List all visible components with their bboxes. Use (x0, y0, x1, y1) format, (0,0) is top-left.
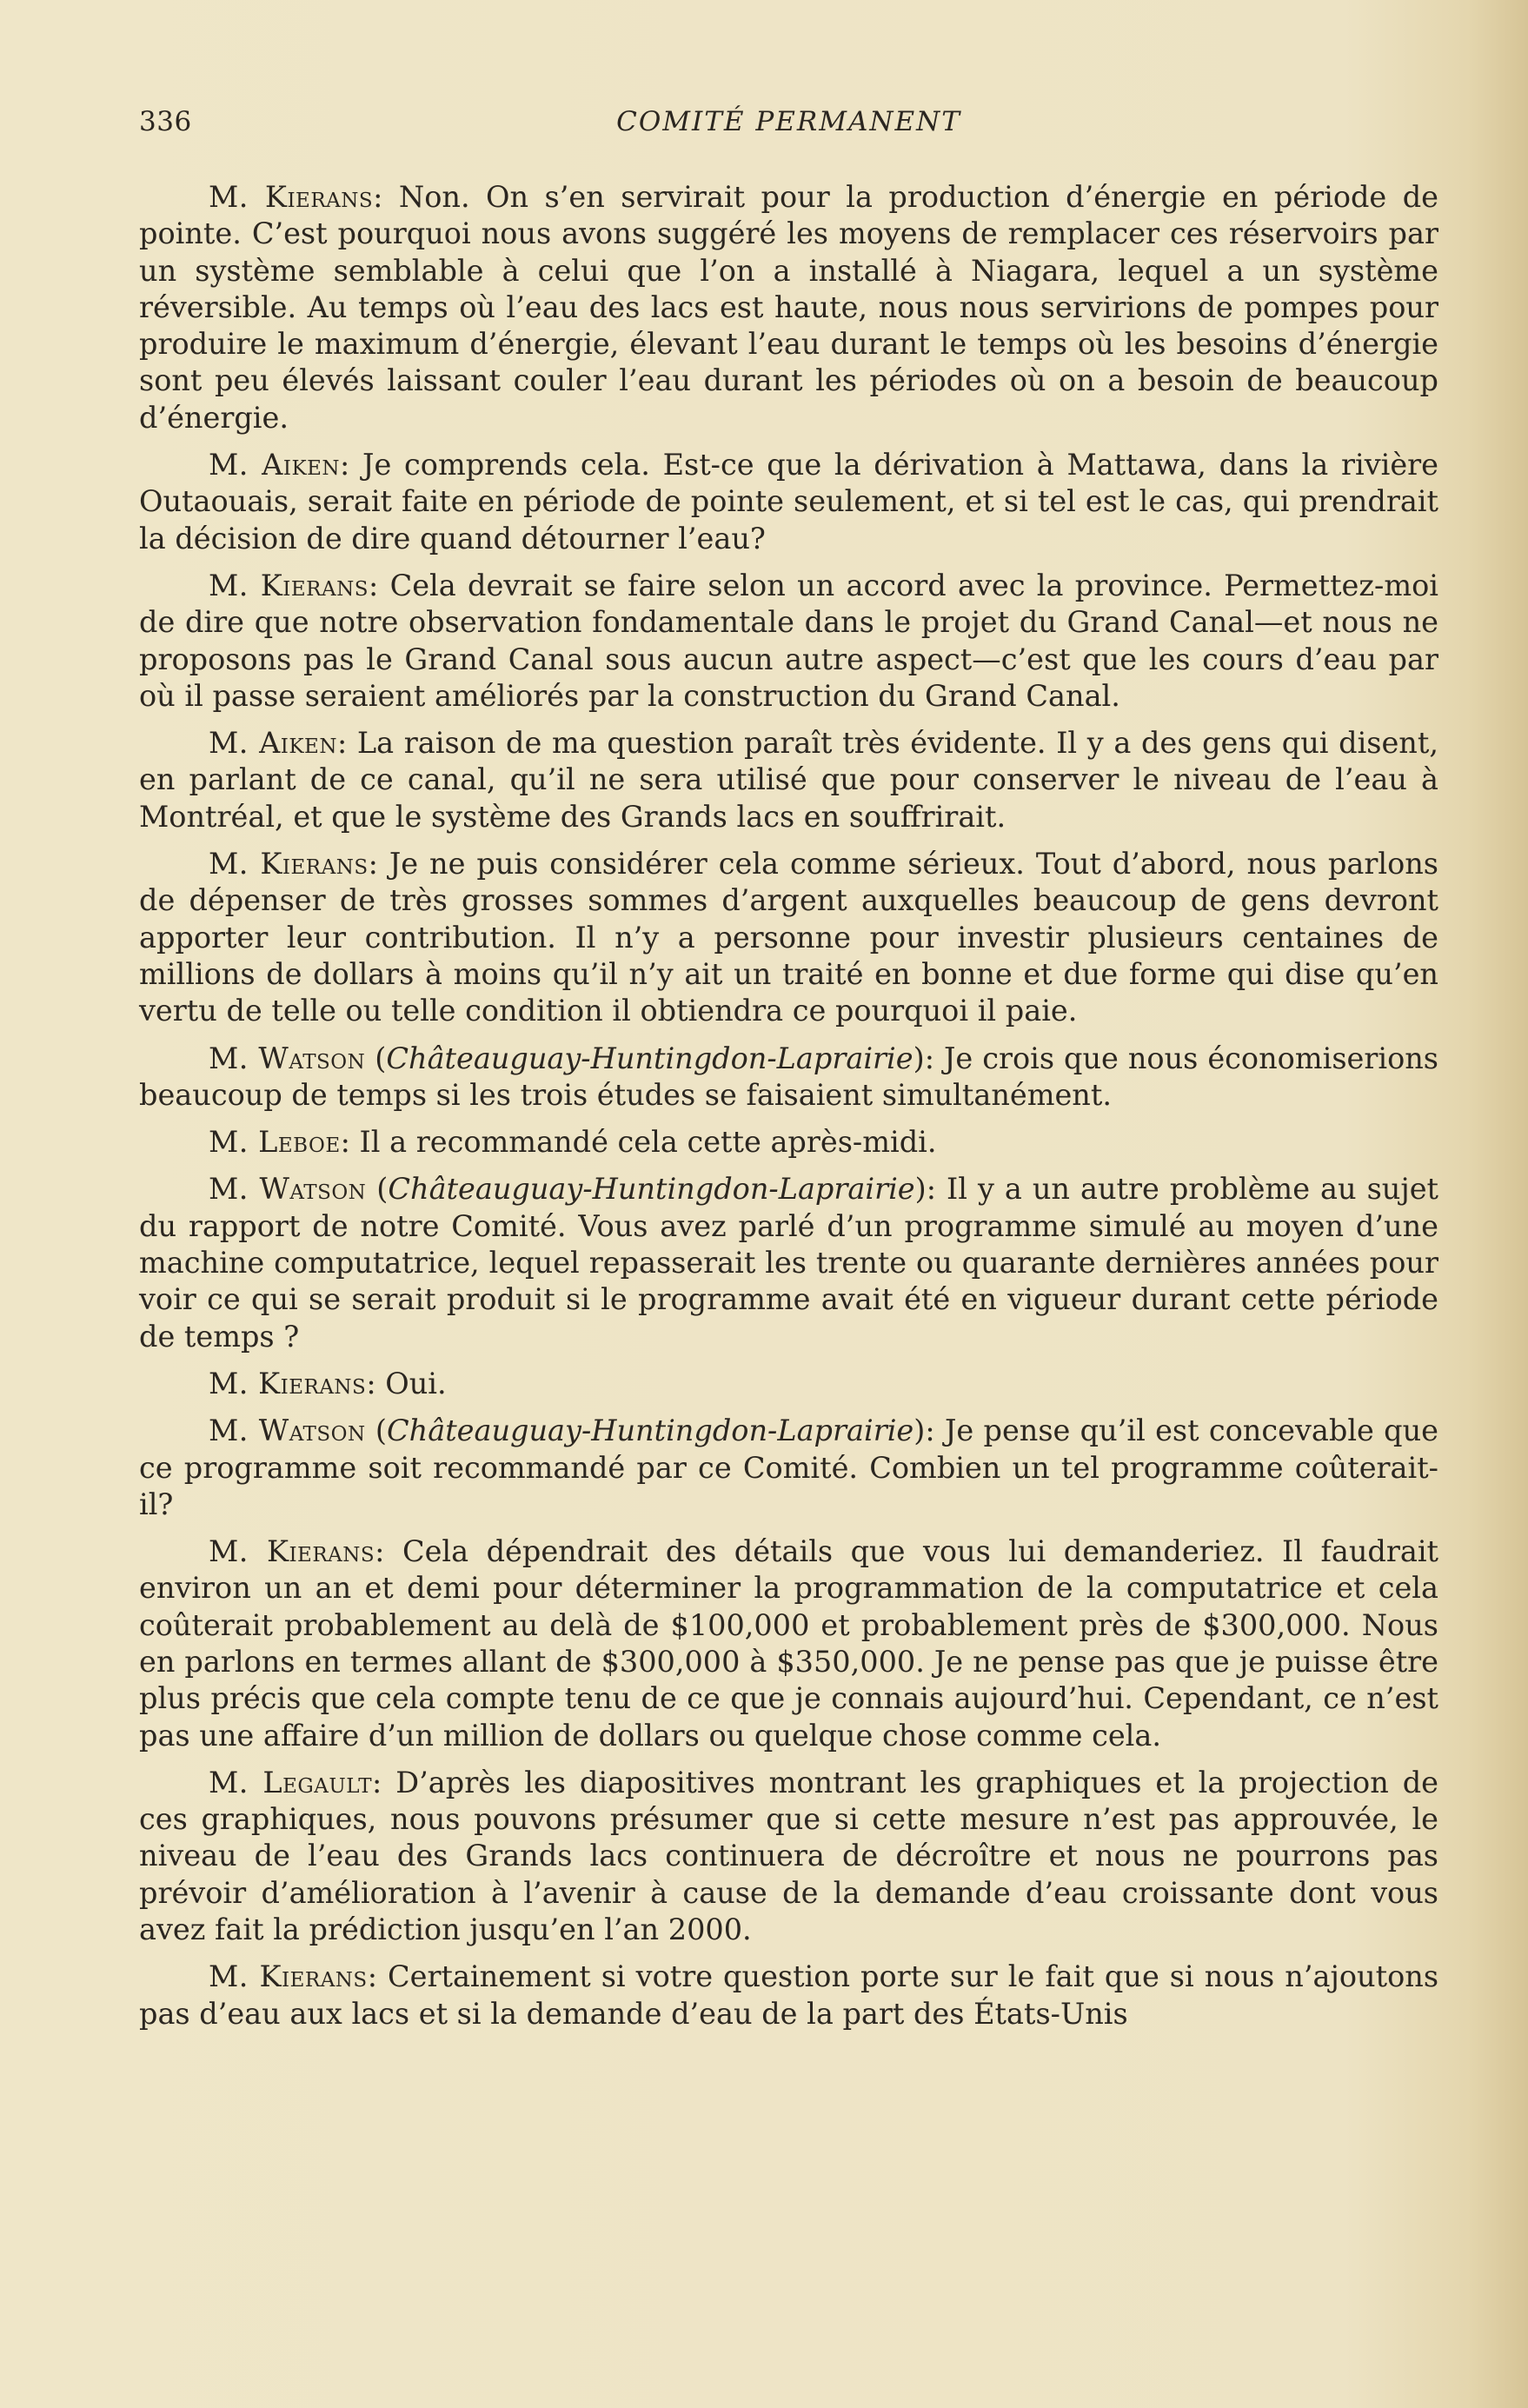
speaker-name: M. Aiken (209, 448, 341, 482)
speaker-name: M. Kierans (209, 1534, 375, 1569)
testimony-paragraph (139, 1124, 1438, 1161)
speaker-colon: : (924, 1041, 934, 1075)
speaker-colon: : (372, 1765, 382, 1799)
testimony-paragraph (139, 846, 1438, 1029)
speaker-colon: : (340, 1125, 350, 1160)
statement-text: Je crois que nous économiserions beaucoup de temps si les trois études se faisaient simultanément. (139, 1041, 1439, 1112)
speaker-name: M. Kierans (209, 847, 369, 881)
speaker-name: M. Legault (209, 1765, 373, 1799)
statement-text: Oui. (375, 1366, 447, 1400)
statement-text: Il a recommandé cela cette après-midi. (349, 1125, 937, 1160)
statement-text: Je pense qu’il est concevable que ce programme soit recommandé par ce Comité. Combien un tel programme coûterait-il? (139, 1414, 1439, 1521)
transcript-body (139, 179, 1438, 2043)
speaker-colon: : (367, 1959, 377, 1994)
speaker-name: M. Watson (209, 1041, 366, 1075)
statement-text: D’après les diapositives montrant les graphiques et la projection de ces graphiques, nous pouvons présumer que si cette mesure n’est pas approuvée, le niveau de l’eau des Grands lacs continuera de décroître et nous ne pourrons pas prévoir d’amélioration à l’avenir à cause de la demande d’eau croissante dont vous avez fait la prédiction jusqu’en l’an 2000. (139, 1765, 1438, 1947)
statement-text: Cela devrait se faire selon un accord avec la province. Permettez-moi de dire que notre observation fondamentale dans le projet du Grand Canal—et nous ne proposons pas le Grand Canal sous aucun autre aspect—c’est que les cours d’eau par où il passe seraient améliorés par la construction du Grand Canal. (139, 568, 1438, 713)
speaker-name: M. Kierans (209, 568, 369, 602)
testimony-paragraph: M. Watson (Châteauguay-Huntingdon-Laprairie): Je crois que nous économiserions beaucoup de temps si les trois études se faisaient simultanément. (139, 1041, 1439, 1112)
testimony-paragraph: M. Watson (Châteauguay-Huntingdon-Laprairie): Il y a un autre problème au sujet du rapport de notre Comité. Vous avez parlé d’un programme simulé au moyen d’une machine computatrice, lequel repasserait les trente ou quarante dernières années pour voir ce qui se serait produit si le programme avait été en vigueur durant cette période de temps ? (139, 1172, 1439, 1354)
speaker-name: M. Watson (209, 1414, 366, 1448)
statement-text: Cela dépendrait des détails que vous lui demanderiez. Il faudrait environ un an et demi pour déterminer la programmation de la computatrice et cela coûterait probablement au delà de $100,000 et probablement près de $300,000. Nous en parlons en termes allant de $300,000 à $350,000. Je ne pense pas que je puisse être plus précis que cela compte tenu de ce que je connais aujourd’hui. Cependant, ce n’est pas une affaire d’un million de dollars ou quelque chose comme cela. (139, 1534, 1439, 1753)
testimony-paragraph (139, 568, 1438, 715)
speaker-name: M. Kierans (209, 180, 374, 214)
statement-text: Il y a un autre problème au sujet du rapport de notre Comité. Vous avez parlé d’un programme simulé au moyen d’une machine computatrice, lequel repasserait les trente ou quarante dernières années pour voir ce qui se serait produit si le programme avait été en vigueur durant cette période de temps ? (139, 1172, 1439, 1354)
statement-text: Non. On s’en servirait pour la production d’énergie en période de pointe. C’est pourquoi nous avons suggéré les moyens de remplacer ces réservoirs par un système semblable à celui que l’on a installé à Niagara, lequel a un système réversible. Au temps où l’eau des lacs est haute, nous nous servirions de pompes pour produire le maximum d’énergie, élevant l’eau durant le temps où les besoins d’énergie sont peu élevés laissant couler l’eau durant les périodes où on a besoin de beaucoup d’énergie. (139, 180, 1438, 435)
speaker-name: M. Watson (209, 1172, 367, 1207)
testimony-paragraph (139, 179, 1438, 436)
speaker-colon: : (336, 726, 348, 761)
speaker-colon: : (366, 1366, 376, 1400)
testimony-paragraph (139, 447, 1438, 557)
speaker-colon: : (340, 448, 350, 482)
testimony-paragraph (139, 1765, 1438, 1948)
speaker-riding: Châteauguay-Huntingdon-Laprairie (387, 1414, 914, 1448)
speaker-name: M. Kierans (209, 1959, 368, 1994)
statement-text: La raison de ma question paraît très évidente. Il y a des gens qui disent, en parlant de ce canal, qu’il ne sera utilisé que pour conserver le niveau de l’eau à Montréal, et que le système des Grands lacs en souffrirait. (139, 726, 1438, 834)
speaker-name: M. Aiken (209, 726, 337, 761)
speaker-name: M. Leboe (209, 1125, 341, 1160)
speaker-colon: : (368, 847, 378, 881)
testimony-paragraph (139, 725, 1438, 835)
statement-text: Certainement si votre question porte sur le fait que si nous n’ajoutons pas d’eau aux lacs et si la demande d’eau de la part des États-Unis (139, 1959, 1439, 2031)
testimony-paragraph (139, 1533, 1438, 1754)
testimony-paragraph (139, 1959, 1438, 2032)
speaker-colon: : (368, 568, 379, 602)
speaker-colon: : (375, 1534, 385, 1569)
speaker-riding: Châteauguay-Huntingdon-Laprairie (388, 1172, 915, 1207)
testimony-paragraph (139, 1366, 1438, 1402)
speaker-colon: : (373, 180, 383, 214)
page-number: 336 (139, 106, 192, 137)
speaker-riding: Châteauguay-Huntingdon-Laprairie (386, 1041, 913, 1075)
speaker-colon: : (926, 1172, 937, 1207)
speaker-colon: : (925, 1414, 935, 1448)
testimony-paragraph: M. Watson (Châteauguay-Huntingdon-Laprairie): Je pense qu’il est concevable que ce programme soit recommandé par ce Comité. Combien un tel programme coûterait-il? (139, 1414, 1439, 1521)
speaker-name: M. Kierans (209, 1366, 367, 1400)
statement-text: Je ne puis considérer cela comme sérieux. Tout d’abord, nous parlons de dépenser de très grosses sommes d’argent auxquelles beaucoup de gens devront apporter leur contribution. Il n’y a personne pour investir plusieurs centaines de millions de dollars à moins qu’il n’y ait un traité en bonne et due forme qui dise qu’en vertu de telle ou telle condition il obtiendra ce pourquoi il paie. (139, 847, 1438, 1028)
running-title: COMITÉ PERMANENT (616, 106, 961, 137)
statement-text: Je comprends cela. Est-ce que la dérivation à Mattawa, dans la rivière Outaouais, serait faite en période de pointe seulement, et si tel est le cas, qui prendrait la décision de dire quand détourner l’eau? (139, 448, 1438, 555)
page-header (139, 106, 1438, 150)
